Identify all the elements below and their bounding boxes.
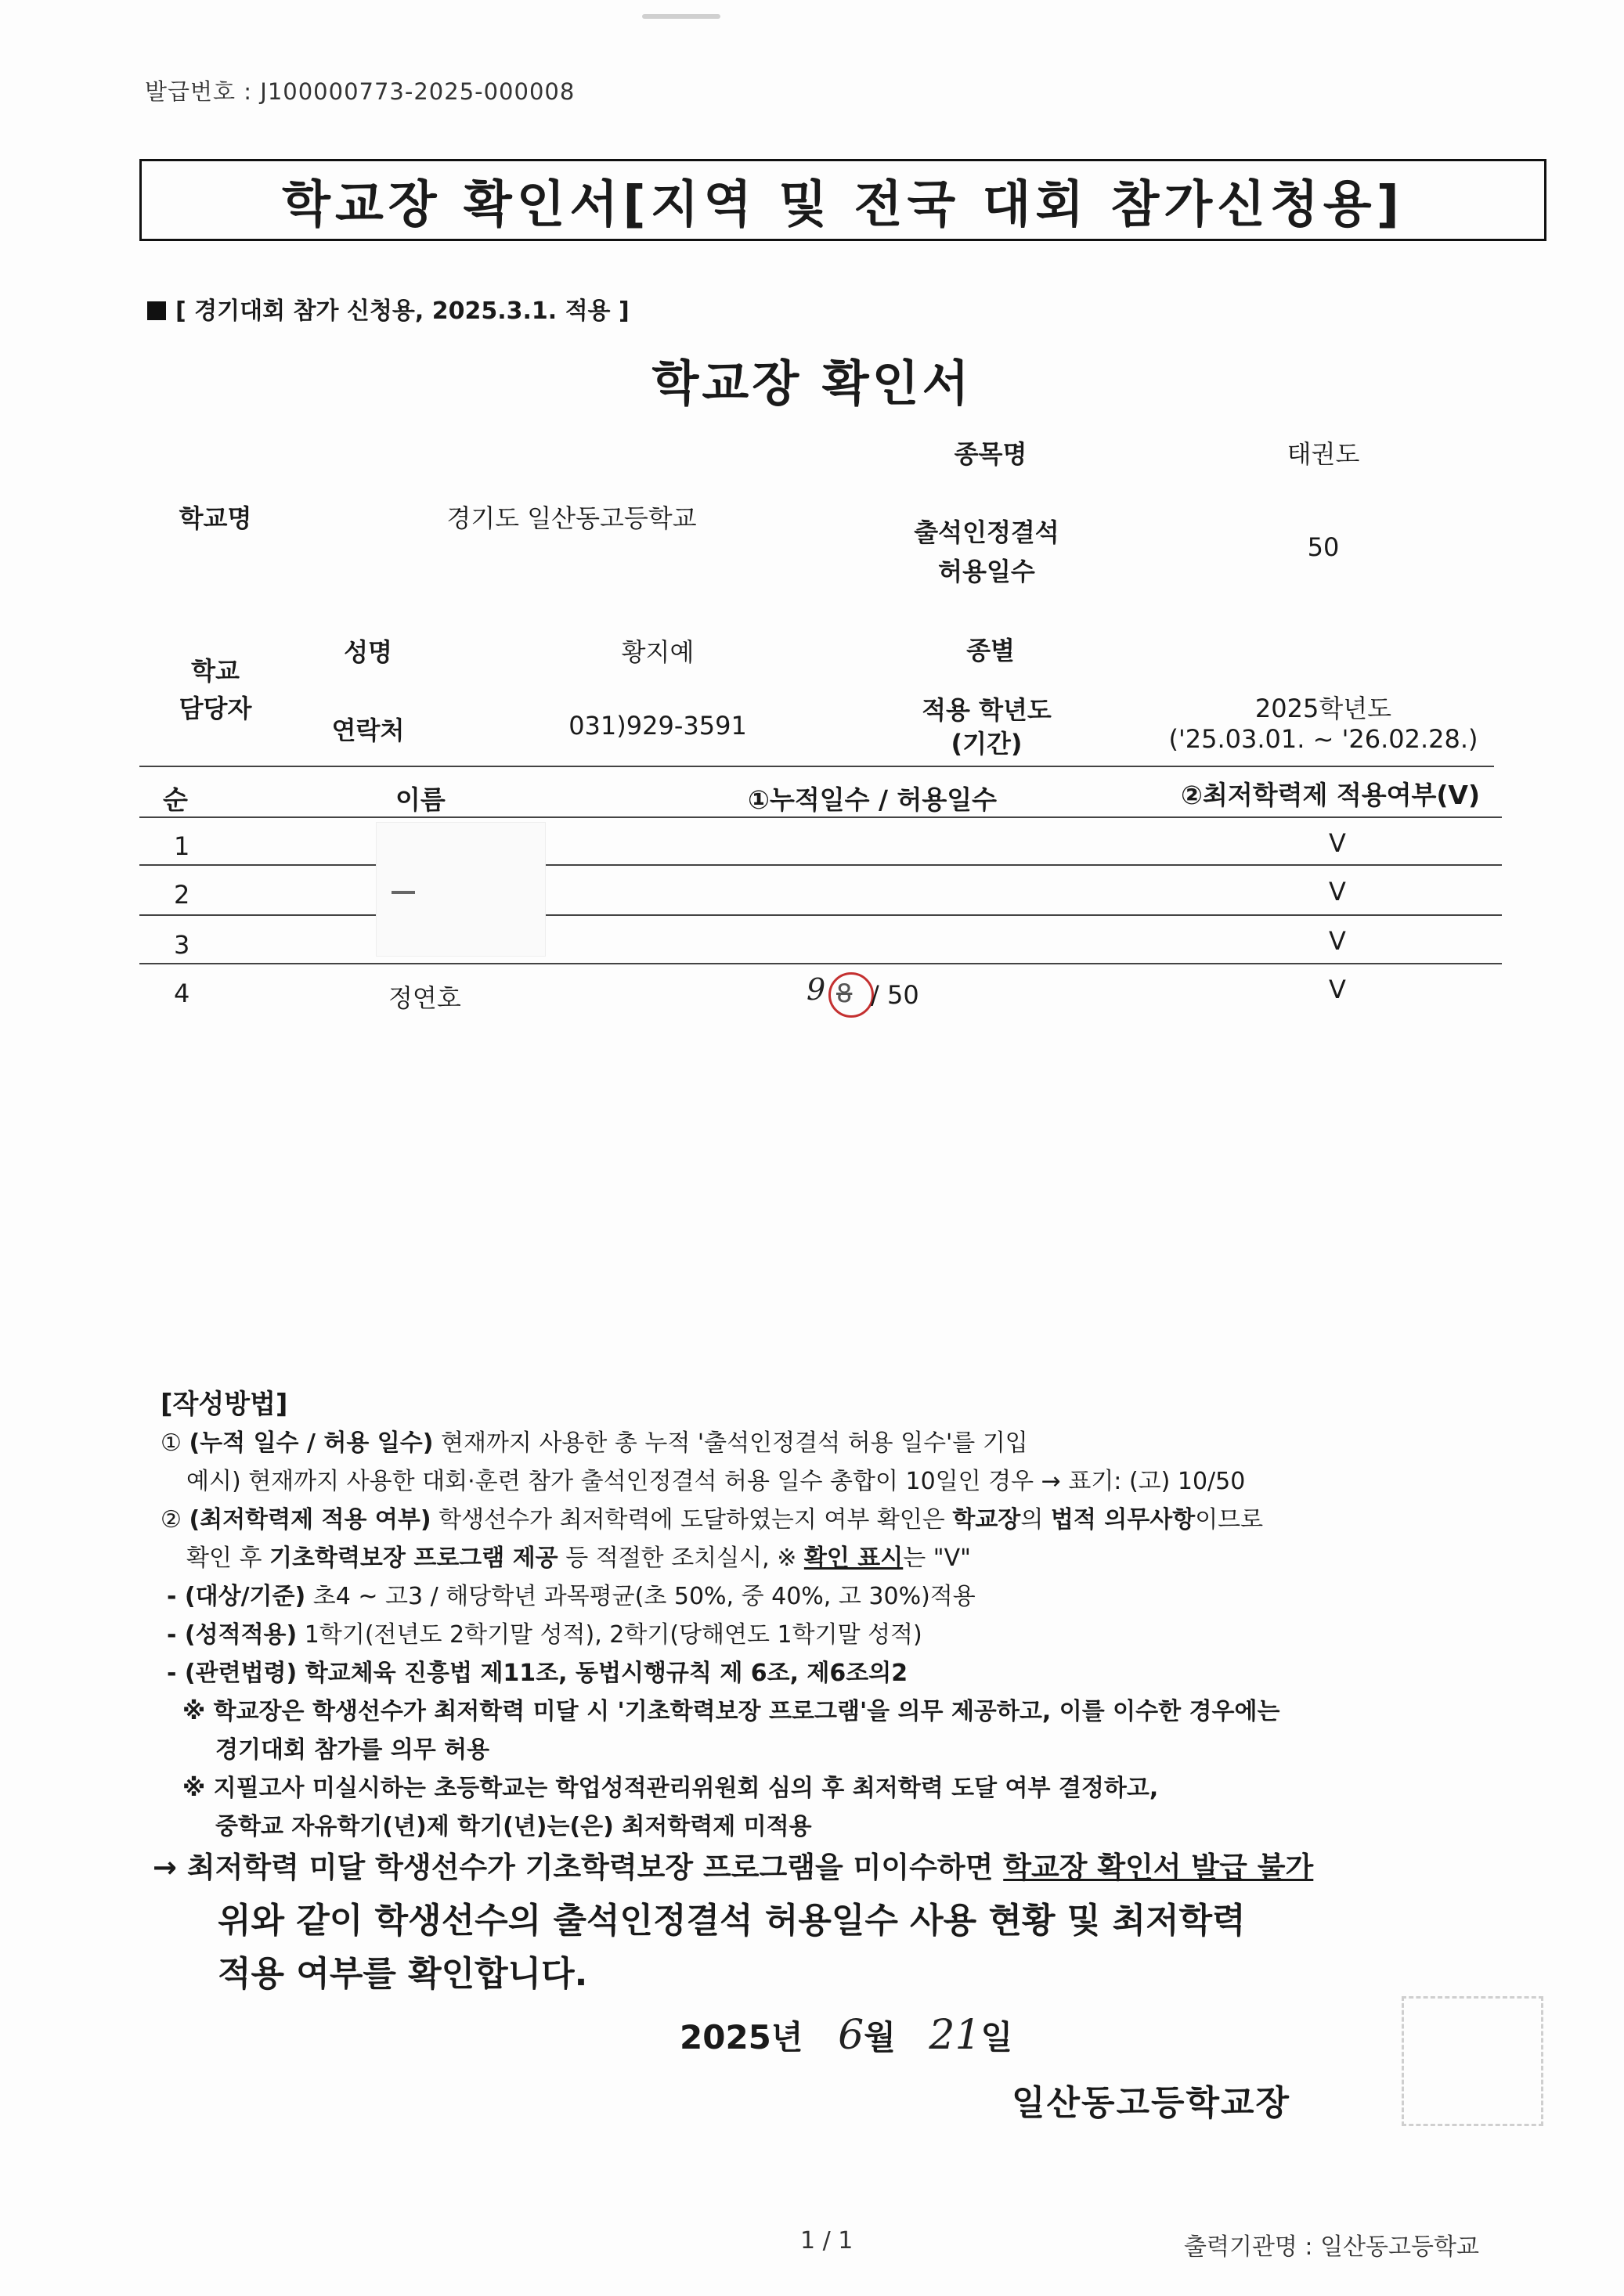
- table-row-rule-1: [139, 864, 1502, 866]
- table-row-1-no: 1: [174, 831, 190, 861]
- form-title: 학교장 확인서[지역 및 전국 대회 참가신청용]: [282, 175, 1404, 234]
- table-header-check: ②최저학력제 적용여부(V): [1181, 780, 1481, 810]
- table-row-3-no: 3: [174, 930, 190, 960]
- contact-group-label-1: 학교: [191, 656, 240, 686]
- output-organization: 출력기관명 : 일산동고등학교: [1184, 2233, 1479, 2261]
- form-subtag-text: [ 경기대회 참가 신청용, 2025.3.1. 적용 ]: [175, 297, 630, 325]
- table-header-rule: [139, 816, 1502, 818]
- writing-method: [153, 1386, 1570, 1890]
- form-subtag: [147, 291, 630, 326]
- table-row-rule-3: [139, 963, 1502, 964]
- year-value-2: ('25.03.01. ~ '26.02.28.): [1168, 724, 1478, 754]
- table-row-4-days-struck: 8: [836, 979, 853, 1008]
- method-text-3a: 학생선수가 최저학력에 도달하였는지 여부 확인은: [431, 1506, 953, 1534]
- date-month-handwritten: 6: [838, 2012, 864, 2059]
- table-header-no: 순: [163, 784, 188, 815]
- confirmation-line-1: 위와 같이 학생선수의 출석인정결석 허용일수 사용 현황 및 최저학력: [218, 1901, 1246, 1941]
- issue-date: [680, 2012, 1012, 2059]
- allowed-days-label-1: 출석인정결석: [914, 517, 1059, 547]
- phone-label: 연락처: [331, 715, 405, 745]
- method-heading: [작성방법]: [161, 1389, 288, 1420]
- method-bold-underline-4d: 확인 표시: [803, 1544, 904, 1572]
- date-year: 2025년: [680, 2018, 803, 2056]
- issue-number: 발급번호 : J100000773-2025-000008: [145, 78, 576, 105]
- method-line-3: [161, 1501, 1570, 1539]
- phone-value: 031)929-3591: [568, 711, 747, 741]
- table-row-4-name: 정연호: [388, 983, 461, 1013]
- method-text-3e: 이므로: [1195, 1506, 1264, 1534]
- method-line-10: ※ 지필고사 미실시하는 초등학교는 학업성적관리위원회 심의 후 최저학력 도달 여부 결정하고,: [182, 1775, 1159, 1802]
- table-header-days: ①누적일수 / 허용일수: [748, 784, 997, 815]
- method-text-7: 학교체육 진흥법 제11조, 동법시행규칙 제 6조, 제6조의2: [297, 1660, 908, 1687]
- table-row-4-check: V: [1329, 975, 1346, 1004]
- method-text-3c: 의: [1020, 1506, 1051, 1534]
- method-bold-2: (최저학력제 적용 여부): [189, 1506, 431, 1534]
- school-value: 경기도 일산동고등학교: [446, 503, 697, 533]
- method-bold-4b: 기초학력보장 프로그램 제공: [269, 1544, 558, 1572]
- redaction-remnant: [392, 891, 415, 894]
- allowed-days-value: 50: [1307, 532, 1340, 562]
- contact-group-label-2: 담당자: [179, 694, 252, 723]
- method-line-1: [161, 1424, 1570, 1462]
- method-bold-5: - (대상/기준): [167, 1583, 306, 1610]
- official-seal-icon: [1402, 1996, 1543, 2126]
- sport-value: 태권도: [1287, 439, 1360, 469]
- doc-title: 학교장 확인서: [651, 355, 973, 412]
- method-text-6: 1학기(전년도 2학기말 성적), 2학기(당해연도 1학기말 성적): [297, 1621, 922, 1649]
- method-num-1: ①: [161, 1429, 182, 1457]
- school-label: 학교명: [179, 503, 252, 533]
- year-label-1: 적용 학년도: [922, 695, 1052, 725]
- principal-signature: 일산동고등학교장: [1012, 2083, 1291, 2123]
- method-line-6: [161, 1616, 1570, 1654]
- table-row-2-no: 2: [174, 880, 190, 910]
- date-day-suffix: 일: [980, 2018, 1013, 2056]
- table-header-name: 이름: [395, 784, 446, 815]
- allowed-days-label-2: 허용일수: [938, 557, 1035, 586]
- sport-label: 종목명: [954, 439, 1027, 469]
- method-line-12: [153, 1846, 1570, 1890]
- date-day-handwritten: 21: [929, 2012, 981, 2059]
- confirmation-line-2: 적용 여부를 확인합니다.: [218, 1954, 588, 1994]
- method-line-5: [161, 1577, 1570, 1616]
- table-row-4-days-total: / 50: [871, 980, 919, 1010]
- page-number: 1 / 1: [800, 2227, 854, 2255]
- correction-seal-icon: [828, 972, 874, 1018]
- method-text-1: 현재까지 사용한 총 누적 '출석인정결석 허용 일수'를 기입: [433, 1429, 1028, 1457]
- year-label-2: (기간): [951, 729, 1023, 759]
- method-line-11: 중학교 자유학기(년)제 학기(년)는(은) 최저학력제 미적용: [215, 1813, 812, 1840]
- table-row-4-days-handwritten: 9: [807, 972, 826, 1007]
- method-underline-12: 학교장 확인서 발급 불가: [1003, 1851, 1314, 1884]
- scan-mark: [642, 14, 720, 19]
- method-bold-3b: 학교장: [952, 1506, 1021, 1534]
- table-row-2-check: V: [1329, 877, 1346, 907]
- method-line-7: [161, 1654, 1570, 1692]
- method-line-9: 경기대회 참가를 의무 허용: [215, 1736, 490, 1764]
- method-text-4e: 는 "V": [903, 1544, 971, 1572]
- method-text-5: 초4 ~ 고3 / 해당학년 과목평균(초 50%, 중 40%, 고 30%)적용: [305, 1583, 976, 1610]
- form-title-box: [139, 159, 1546, 241]
- method-text-4c: 등 적절한 조치실시, ※: [558, 1544, 804, 1572]
- method-line-2: 예시) 현재까지 사용한 대회·훈련 참가 출석인정결석 허용 일수 총합이 10일인 경우 → 표기: (고) 10/50: [186, 1468, 1246, 1495]
- date-month-suffix: 월: [864, 2018, 896, 2056]
- method-bold-7: - (관련법령): [167, 1660, 298, 1687]
- table-row-rule-2: [139, 914, 1502, 916]
- method-bold-1: (누적 일수 / 허용 일수): [189, 1429, 434, 1457]
- category-label: 종별: [966, 636, 1015, 665]
- method-line-4: [161, 1539, 1570, 1577]
- method-bold-6: - (성적적용): [167, 1621, 298, 1649]
- year-value-1: 2025학년도: [1254, 694, 1392, 723]
- name-label: 성명: [344, 637, 392, 667]
- method-bold-3d: 법적 의무사항: [1050, 1506, 1196, 1534]
- method-num-2: ②: [161, 1506, 182, 1534]
- table-row-4-no: 4: [174, 979, 190, 1008]
- redaction-box: [376, 822, 546, 957]
- method-text-4a: 확인 후: [186, 1544, 270, 1572]
- table-row-1-check: V: [1329, 828, 1346, 858]
- method-line-8: ※ 학교장은 학생선수가 최저학력 미달 시 '기초학력보장 프로그램'을 의무 제공하고, 이를 이수한 경우에는: [182, 1698, 1280, 1725]
- confirmation-statement: [218, 1894, 1246, 2001]
- table-top-rule: [139, 766, 1494, 767]
- table-row-3-check: V: [1329, 926, 1346, 956]
- method-text-12: → 최저학력 미달 학생선수가 기초학력보장 프로그램을 미이수하면: [153, 1851, 1004, 1884]
- square-bullet-icon: [147, 301, 166, 320]
- name-value: 황지예: [621, 637, 695, 667]
